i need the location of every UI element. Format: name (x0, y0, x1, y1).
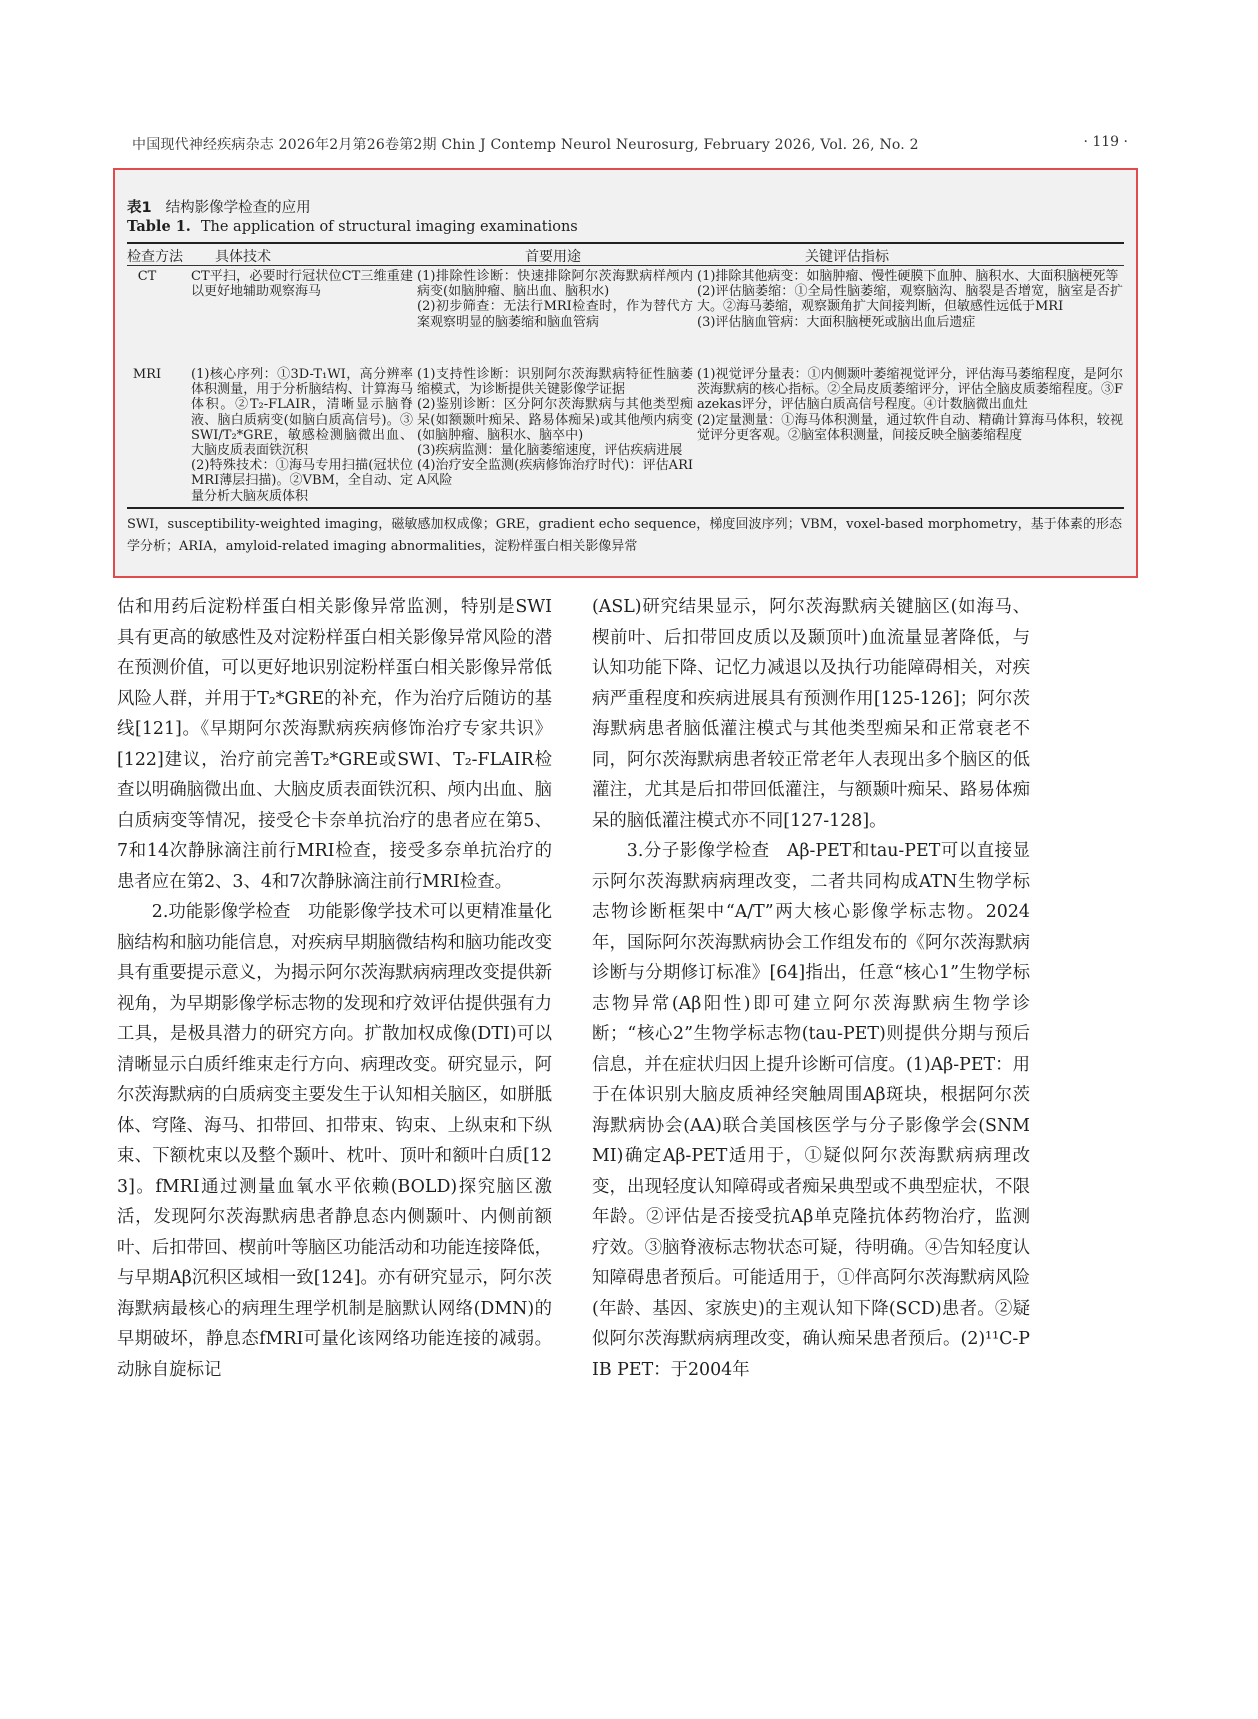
running-header (132, 130, 1128, 156)
paragraph-right-1: (ASL)研究结果显示，阿尔茨海默病关键脑区(如海马、楔前叶、后扣带回皮质以及颞顶叶)血流量显著降低，与认知功能下降、记忆力减退以及执行功能障碍相关，对疾病严重程度和疾病进展具有预测作用[125-126]；阿尔茨海默病患者脑低灌注模式与其他类型痴呆和正常衰老不同，阿尔茨海默病患者较正常老年人表现出多个脑区的低灌注，尤其是后扣带回低灌注，与额颞叶痴呆、路易体痴呆的脑低灌注模式亦不同[127-128]。 (592, 597, 1030, 831)
table-label-en: Table 1. (127, 218, 191, 235)
row-ct-indicators: (1)排除其他病变：如脑肿瘤、慢性硬膜下血肿、脑积水、大面积脑梗死等 (2)评估脑萎缩：①全局性脑萎缩，观察脑沟、脑裂是否增宽，脑室是否扩大。②海马萎缩，观察颞角扩大间接判断，但敏感性远低于MRI (3)评估脑血管病：大面积脑梗死或脑出血后遗症 (697, 269, 1123, 330)
row-mri-technique: (1)核心序列：①3D-T₁WI，高分辨率体积测量，用于分析脑结构、计算海马体积。②T₂-FLAIR，清晰显示脑脊液、脑白质病变(如脑白质高信号)。③SWI/T₂*GRE，敏感检测脑微出血、大脑皮质表面铁沉积 (2)特殊技术：①海马专用扫描(冠状位MRI薄层扫描)。②VBM，全自动、定量分析大脑灰质体积 (191, 367, 413, 504)
row-mri-method: MRI (132, 367, 162, 382)
journal-citation: 中国现代神经疾病杂志 2026年2月第26卷第2期 Chin J Contemp Neurol Neurosurg, February 2026, Vol. 26, No. 2 (132, 137, 919, 153)
page-number: · 119 · (1083, 134, 1128, 150)
paragraph-left-2 (117, 897, 552, 1385)
header-technique: 具体技术 (215, 249, 271, 265)
table-footnote: SWI，susceptibility-weighted imaging，磁敏感加权成像；GRE，gradient echo sequence，梯度回波序列；VBM，voxel-based morphometry，基于体素的形态学分析；ARIA，amyloid-related imaging abnormalities，淀粉样蛋白相关影像异常 (127, 517, 1122, 554)
header-method: 检查方法 (127, 249, 183, 265)
section-heading-molecular: 3.分子影像学检查 (626, 841, 770, 861)
paragraph-right-2 (592, 836, 1030, 1385)
table-label-cn: 表1 (127, 200, 152, 216)
header-purpose: 首要用途 (525, 249, 581, 265)
table-title-cn: 结构影像学检查的应用 (165, 200, 311, 216)
table-title-en: The application of structural imaging examinations (200, 219, 578, 235)
row-ct-purpose: (1)排除性诊断：快速排除阿尔茨海默病样颅内病变(如脑肿瘤、脑出血、脑积水) (2)初步筛查：无法行MRI检查时，作为替代方案观察明显的脑萎缩和脑血管病 (417, 269, 693, 330)
row-mri-purpose: (1)支持性诊断：识别阿尔茨海默病特征性脑萎缩模式，为诊断提供关键影像学证据 (2)鉴别诊断：区分阿尔茨海默病与其他类型痴呆(如额颞叶痴呆、路易体痴呆)或其他颅内病变(如脑肿瘤、脑积水、脑卒中) (3)疾病监测：量化脑萎缩速度，评估疾病进展 (4)治疗安全监测(疾病修饰治疗时代)：评估ARIA风险 (417, 367, 693, 489)
paragraph-left-2-text: 功能影像学技术可以更精准量化脑结构和脑功能信息，对疾病早期脑微结构和脑功能改变具有重要提示意义，为揭示阿尔茨海默病病理改变提供新视角，为早期影像学标志物的发现和疗效评估提供强有力工具，是极具潜力的研究方向。扩散加权成像(DTI)可以清晰显示白质纤维束走行方向、病理改变。研究显示，阿尔茨海默病的白质病变主要发生于认知相关脑区，如胼胝体、穹隆、海马、扣带回、扣带束、钩束、上纵束和下纵束、下额枕束以及整个颞叶、枕叶、顶叶和额叶白质[123]。fMRI通过测量血氧水平依赖(BOLD)探究脑区激活，发现阿尔茨海默病患者静息态内侧颞叶、内侧前额叶、后扣带回、楔前叶等脑区功能活动和功能连接降低，与早期Aβ沉积区域相一致[124]。亦有研究显示，阿尔茨海默病最核心的病理生理学机制是脑默认网络(DMN)的早期破坏，静息态fMRI可量化该网络功能连接的减弱。动脉自旋标记 (117, 902, 552, 1380)
paragraph-right-2-text: Aβ-PET和tau-PET可以直接显示阿尔茨海默病病理改变，二者共同构成ATN生物学标志物诊断框架中“A/T”两大核心影像学标志物。2024年，国际阿尔茨海默病协会工作组发布的《阿尔茨海默病诊断与分期修订标准》[64]指出，任意“核心1”生物学标志物异常(Aβ阳性)即可建立阿尔茨海默病生物学诊断；“核心2”生物学标志物(tau-PET)则提供分期与预后信息，并在症状归因上提升诊断可信度。(1)Aβ-PET：用于在体识别大脑皮质神经突触周围Aβ斑块，根据阿尔茨海默病协会(AA)联合美国核医学与分子影像学会(SNMMI)确定Aβ-PET适用于，①疑似阿尔茨海默病病理改变，出现轻度认知障碍或者痴呆典型或不典型症状，不限年龄。②评估是否接受抗Aβ单克隆抗体药物治疗，监测疗效。③脑脊液标志物状态可疑，待明确。④告知轻度认知障碍患者预后。可能适用于，①伴高阿尔茨海默病风险(年龄、基因、家族史)的主观认知下降(SCD)患者。②疑似阿尔茨海默病病理改变，确认痴呆患者预后。(2)¹¹C-PIB PET：于2004年 (592, 841, 1030, 1380)
table-caption-cn (127, 196, 311, 217)
table-top-rule (127, 242, 1124, 244)
table-bottom-rule (127, 507, 1124, 509)
row-ct-method: CT (137, 269, 157, 284)
body-column-right (592, 592, 1030, 1642)
body-column-left (117, 592, 552, 1642)
header-indicators: 关键评估指标 (805, 249, 889, 265)
paragraph-left-1: 估和用药后淀粉样蛋白相关影像异常监测，特别是SWI具有更高的敏感性及对淀粉样蛋白相关影像异常风险的潜在预测价值，可以更好地识别淀粉样蛋白相关影像异常低风险人群，并用于T₂*GRE的补充，作为治疗后随访的基线[121]。《早期阿尔茨海默病疾病修饰治疗专家共识》[122]建议，治疗前完善T₂*GRE或SWI、T₂-FLAIR检查以明确脑微出血、大脑皮质表面铁沉积、颅内出血、脑白质病变等情况，接受仑卡奈单抗治疗的患者应在第5、7和14次静脉滴注前行MRI检查，接受多奈单抗治疗的患者应在第2、3、4和7次静脉滴注前行MRI检查。 (117, 597, 552, 892)
table-header-rule (127, 265, 1124, 266)
row-mri-indicators: (1)视觉评分量表：①内侧颞叶萎缩视觉评分，评估海马萎缩程度，是阿尔茨海默病的核心指标。②全局皮质萎缩评分，评估全脑皮质萎缩程度。③Fazekas评分，评估脑白质高信号程度。④计数脑微出血灶 (2)定量测量：①海马体积测量，通过软件自动、精确计算海马体积，较视觉评分更客观。②脑室体积测量，间接反映全脑萎缩程度 (697, 367, 1123, 443)
table-caption-en (127, 218, 578, 235)
row-ct-technique: CT平扫，必要时行冠状位CT三维重建以更好地辅助观察海马 (191, 269, 413, 300)
table-1 (113, 168, 1138, 578)
section-heading-functional: 2.功能影像学检查 (151, 902, 291, 922)
